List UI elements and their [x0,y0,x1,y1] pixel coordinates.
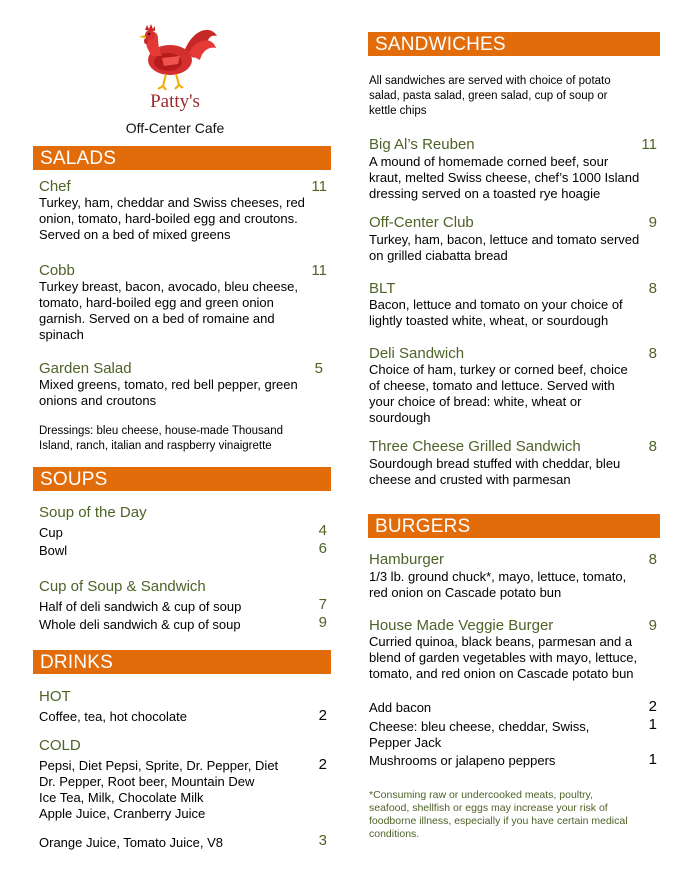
soup-bowl-label: Bowl [39,543,68,558]
salad-garden-price: 5 [314,360,323,377]
salad-chef-title: Chef [39,178,71,195]
brand-subtitle: Off-Center Cafe [125,120,225,136]
burger-veggie-desc: Curried quinoa, black beans, parmesan and a blend of garden vegetables with mayo, lettuce, tomato, and red onion on Cascade potato bun [369,634,638,681]
salad-garden-title: Garden Salad [39,360,132,377]
drinks-juice-price: 3 [318,832,327,849]
drinks-cold-items: Pepsi, Diet Pepsi, Sprite, Dr. Pepper, Diet Dr. Pepper, Root beer, Mountain Dew Ice Tea, Milk, Chocolate Milk Apple Juice, Cranberry Juice [39,758,279,821]
salad-cobb-price: 11 [311,262,327,279]
sandwich-blt-title: BLT [369,280,396,297]
drinks-hot-price: 2 [318,707,327,724]
burger-hamburger-title: Hamburger [369,551,445,568]
sandwich-reuben-title: Big Al’s Reuben [369,136,475,153]
soup-cup-label: Cup [39,525,63,540]
brand-name: Patty's [150,91,200,112]
rooster-icon [122,22,222,92]
sandwich-club-desc: Turkey, ham, bacon, lettuce and tomato served on grilled ciabatta bread [369,232,640,263]
salad-chef-price: 11 [311,178,327,195]
salad-dressings: Dressings: bleu cheese, house-made Thousand Island, ranch, italian and raspberry vinaigrette [39,425,283,452]
drinks-hot-items: Coffee, tea, hot chocolate [39,709,187,724]
sandwich-blt-price: 8 [648,280,657,297]
soups-heading: SOUPS [33,467,331,491]
addon-cheese-label: Cheese: bleu cheese, cheddar, Swiss, Pepper Jack [369,719,590,750]
sandwiches-heading: SANDWICHES [368,32,660,56]
logo [122,22,222,92]
soup-whole-price: 9 [318,614,327,631]
sandwich-deli-desc: Choice of ham, turkey or corned beef, choice of cheese, tomato and lettuce. Served with your choice of bread: white, wheat or sourdough [369,362,628,425]
drinks-juice-label: Orange Juice, Tomato Juice, V8 [39,835,224,850]
salad-garden-desc: Mixed greens, tomato, red bell pepper, green onions and croutons [39,377,298,408]
addon-mushroom-label: Mushrooms or jalapeno peppers [369,753,556,768]
soup-whole-label: Whole deli sandwich & cup of soup [39,617,241,632]
burger-hamburger-desc: 1/3 lb. ground chuck*, mayo, lettuce, tomato, red onion on Cascade potato bun [369,569,627,600]
salads-heading: SALADS [33,146,331,170]
salad-cobb-title: Cobb [39,262,75,279]
sandwich-cheese-desc: Sourdough bread stuffed with cheddar, bleu cheese and crusted with parmesan [369,456,621,487]
salad-cobb-desc: Turkey breast, bacon, avocado, bleu cheese, tomato, hard-boiled egg and green onion garnish. Served on a bed of romaine and spinach [39,279,298,342]
sandwich-deli-title: Deli Sandwich [369,345,465,362]
addon-bacon-label: Add bacon [369,700,432,715]
soup-cup-price: 4 [318,522,327,539]
sandwich-deli-price: 8 [648,345,657,362]
sandwich-cheese-price: 8 [648,438,657,455]
burger-veggie-title: House Made Veggie Burger [369,617,554,634]
salad-chef-desc: Turkey, ham, cheddar and Swiss cheeses, red onion, tomato, hard-boiled egg and croutons. Served on a bed of mixed greens [39,195,305,242]
soup-combo-title: Cup of Soup & Sandwich [39,578,206,595]
sandwich-reuben-price: 11 [641,136,657,153]
drinks-heading: DRINKS [33,650,331,674]
addon-mushroom-price: 1 [648,751,657,768]
sandwich-club-title: Off-Center Club [369,214,474,231]
addon-bacon-price: 2 [648,698,657,715]
soup-bowl-price: 6 [318,540,327,557]
burger-hamburger-price: 8 [648,551,657,568]
sandwich-club-price: 9 [648,214,657,231]
soup-half-price: 7 [318,596,327,613]
sandwich-reuben-desc: A mound of homemade corned beef, sour kraut, melted Swiss cheese, chef’s 1000 Island dressing served on a toasted rye hoagie [369,154,640,201]
burgers-heading: BURGERS [368,514,660,538]
health-warning: *Consuming raw or undercooked meats, poultry, seafood, shellfish or eggs may increase your risk of foodborne illness, especially if you have certain medical conditions. [369,789,628,840]
sandwich-blt-desc: Bacon, lettuce and tomato on your choice of lightly toasted white, wheat, or sourdough [369,297,623,328]
drinks-cold-title: COLD [39,737,81,754]
soup-of-day-title: Soup of the Day [39,504,147,521]
addon-cheese-price: 1 [648,716,657,733]
burger-veggie-price: 9 [648,617,657,634]
drinks-cold-price: 2 [318,756,327,773]
soup-half-label: Half of deli sandwich & cup of soup [39,599,242,614]
drinks-hot-title: HOT [39,688,71,705]
sandwich-cheese-title: Three Cheese Grilled Sandwich [369,438,581,455]
sandwiches-intro: All sandwiches are served with choice of potato salad, pasta salad, green salad, cup of soup or kettle chips [369,75,611,117]
